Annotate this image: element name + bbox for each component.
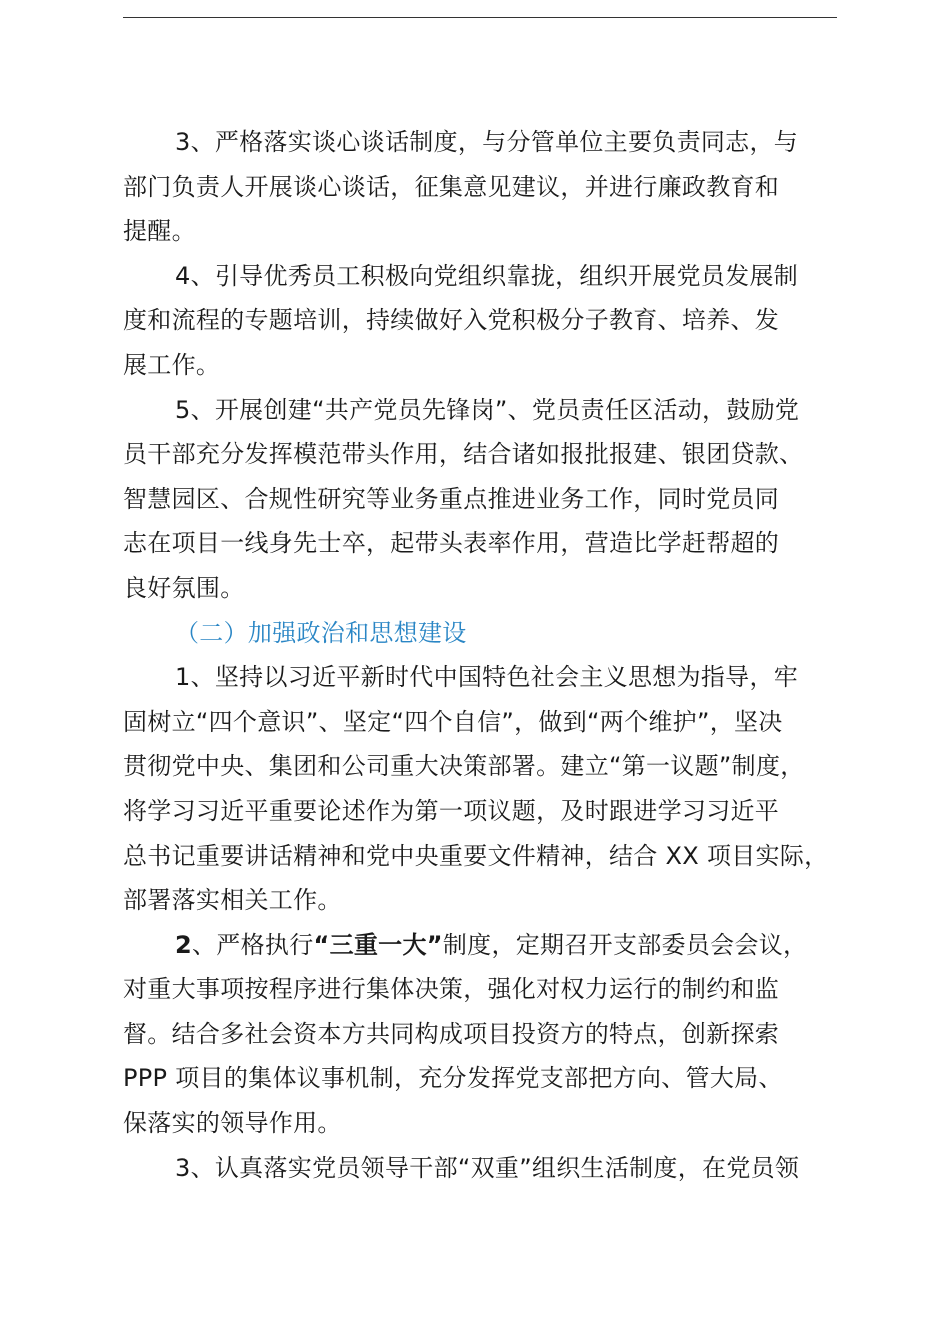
paragraph-line: 部署落实相关工作。 [123, 886, 342, 915]
paragraph-line: 贯彻党中央、集团和公司重大决策部署。建立“第一议题”制度， [123, 752, 805, 781]
paragraph-line: 良好氛围。 [123, 573, 245, 602]
text-run: 、严格执行 [192, 930, 314, 959]
text-run: 制度，定期召开支部委员会会议， [442, 930, 808, 959]
emphasis-text: “三重一大” [313, 930, 443, 959]
paragraph-line: 度和流程的专题培训，持续做好入党积极分子教育、培养、发 [123, 306, 780, 335]
paragraph-line: 智慧园区、合规性研究等业务重点推进业务工作，同时党员同 [123, 484, 780, 513]
paragraph-line: 1、坚持以习近平新时代中国特色社会主义思想为指导，牢 [175, 663, 799, 692]
paragraph-line: 3、认真落实党员领导干部“双重”组织生活制度，在党员领 [175, 1153, 800, 1182]
paragraph-line: 志在项目一线身先士卒，起带头表率作用，营造比学赶帮超的 [123, 529, 780, 558]
item-number: 2 [175, 930, 192, 959]
paragraph-line: 展工作。 [123, 350, 221, 379]
paragraph-line: 提醒。 [123, 217, 196, 246]
paragraph-line [123, 923, 863, 968]
paragraph-line: 对重大事项按程序进行集体决策，强化对权力运行的制约和监 [123, 975, 780, 1004]
header-rule [123, 17, 837, 18]
paragraph-line: 3、严格落实谈心谈话制度，与分管单位主要负责同志，与 [175, 128, 799, 156]
paragraph-line: 固树立“四个意识”、坚定“四个自信”，做到“两个维护”，坚决 [123, 707, 783, 736]
paragraph-line: 4、引导优秀员工积极向党组织靠拢，组织开展党员发展制 [175, 261, 799, 290]
paragraph-line: PPP 项目的集体议事机制，充分发挥党支部把方向、管大局、 [123, 1064, 783, 1093]
paragraph-line: 5、开展创建“共产党员先锋岗”、党员责任区活动，鼓励党 [175, 395, 800, 424]
paragraph-line: 部门负责人开展谈心谈话，征集意见建议，并进行廉政教育和 [123, 172, 780, 201]
paragraph-line: 督。结合多社会资本方共同构成项目投资方的特点，创新探索 [123, 1019, 780, 1048]
paragraph-line: 保落实的领导作用。 [123, 1109, 342, 1138]
paragraph-line: 员干部充分发挥模范带头作用，结合诸如报批报建、银团贷款、 [123, 440, 804, 469]
paragraph-line: 总书记重要讲话精神和党中央重要文件精神，结合 XX 项目实际， [123, 841, 829, 870]
paragraph-line: 将学习习近平重要论述作为第一项议题，及时跟进学习习近平 [123, 796, 780, 825]
section-heading: （二）加强政治和思想建设 [175, 618, 467, 647]
document-body [123, 120, 863, 1190]
